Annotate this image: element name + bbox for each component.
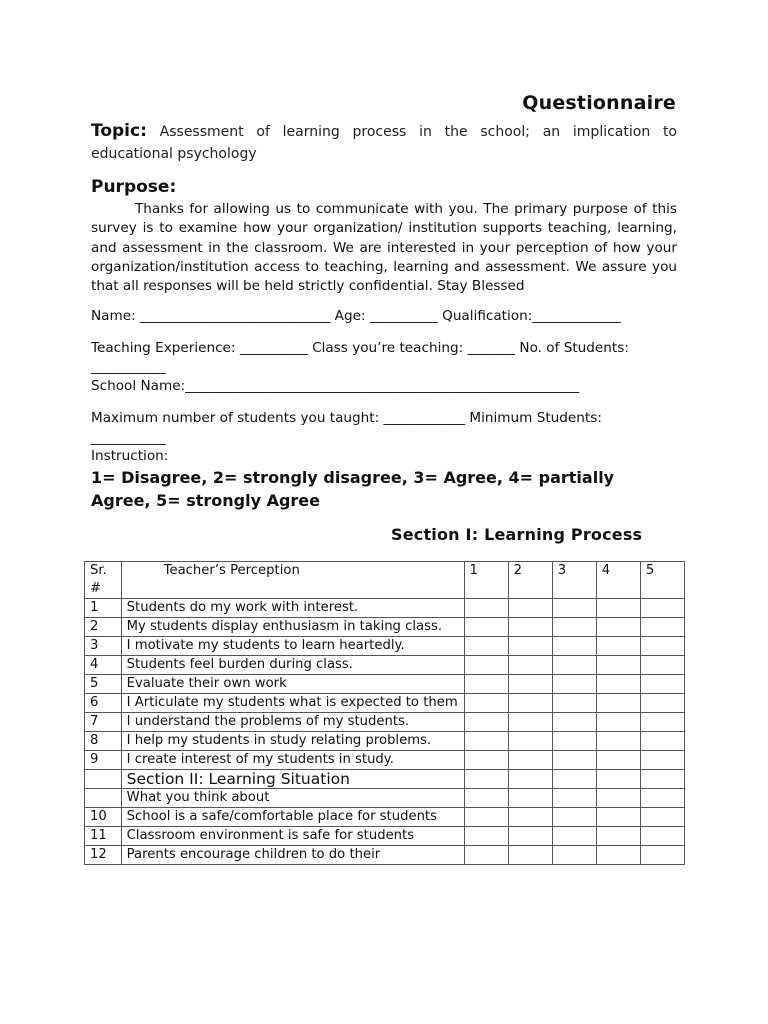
- rating-cell[interactable]: [508, 637, 552, 656]
- topic-text: Assessment of learning process in the school; an implication to educational psychology: [91, 124, 677, 162]
- section-2-subtitle: What you think about: [121, 789, 464, 808]
- rating-cell[interactable]: [508, 827, 552, 846]
- table-row: [85, 846, 685, 865]
- rating-cell[interactable]: [596, 675, 640, 694]
- rating-cell: [508, 789, 552, 808]
- statement-text: Parents encourage children to do their: [121, 846, 464, 865]
- rating-cell[interactable]: [508, 751, 552, 770]
- col-scale-5-header: 5: [640, 562, 684, 599]
- rating-cell[interactable]: [552, 827, 596, 846]
- rating-cell[interactable]: [552, 599, 596, 618]
- document-title: Questionnaire: [522, 92, 676, 114]
- statement-text: I motivate my students to learn heartedly.: [121, 637, 464, 656]
- rating-cell[interactable]: [508, 846, 552, 865]
- rating-cell[interactable]: [464, 637, 508, 656]
- rating-cell[interactable]: [464, 675, 508, 694]
- rating-cell[interactable]: [552, 846, 596, 865]
- rating-cell[interactable]: [640, 732, 684, 751]
- rating-cell[interactable]: [596, 656, 640, 675]
- rating-cell[interactable]: [552, 732, 596, 751]
- rating-cell[interactable]: [508, 618, 552, 637]
- rating-cell[interactable]: [596, 846, 640, 865]
- section-2-title: Section II: Learning Situation: [121, 770, 464, 789]
- row-number: 11: [85, 827, 122, 846]
- rating-cell[interactable]: [508, 694, 552, 713]
- rating-cell[interactable]: [596, 713, 640, 732]
- table-row: [85, 713, 685, 732]
- table-row: [85, 618, 685, 637]
- statement-text: School is a safe/comfortable place for students: [121, 808, 464, 827]
- statement-text: Students feel burden during class.: [121, 656, 464, 675]
- table-row: [85, 675, 685, 694]
- row-number: 10: [85, 808, 122, 827]
- section-2-title-row: [85, 770, 685, 789]
- experience-class-students-fields: Teaching Experience: __________ Class you’re teaching: _______ No. of Students:: [91, 340, 629, 356]
- statement-text: My students display enthusiasm in taking class.: [121, 618, 464, 637]
- rating-cell[interactable]: [596, 599, 640, 618]
- questionnaire-table: [84, 561, 685, 865]
- rating-cell[interactable]: [596, 827, 640, 846]
- rating-cell[interactable]: [464, 694, 508, 713]
- purpose-heading: Purpose:: [91, 177, 177, 197]
- section-2-blank-cell: [85, 770, 122, 789]
- table-row: [85, 694, 685, 713]
- rating-cell[interactable]: [552, 713, 596, 732]
- table-row: [85, 827, 685, 846]
- rating-cell[interactable]: [508, 732, 552, 751]
- table-row: [85, 732, 685, 751]
- statement-text: I Articulate my students what is expected to them: [121, 694, 464, 713]
- row-number: 2: [85, 618, 122, 637]
- col-scale-3-header: 3: [552, 562, 596, 599]
- rating-cell[interactable]: [596, 618, 640, 637]
- rating-cell[interactable]: [640, 751, 684, 770]
- section-2-subtitle-row: [85, 789, 685, 808]
- rating-cell[interactable]: [464, 618, 508, 637]
- rating-cell[interactable]: [596, 808, 640, 827]
- statement-text: Students do my work with interest.: [121, 599, 464, 618]
- purpose-paragraph: Thanks for allowing us to communicate with you. The primary purpose of this survey is to examine how your organization/ institution supports teaching, learning, and assessment in the classroom. We are interested in your perception of how your organization/institution access to teaching, learning and assessment. We assure you that all responses will be held strictly confidential. Stay Blessed: [91, 201, 677, 295]
- col-serial-header: Sr. #: [85, 562, 122, 599]
- topic-label: Topic:: [91, 121, 147, 141]
- rating-cell[interactable]: [640, 713, 684, 732]
- row-number: 1: [85, 599, 122, 618]
- row-number: 3: [85, 637, 122, 656]
- table-row: [85, 599, 685, 618]
- rating-cell[interactable]: [464, 599, 508, 618]
- rating-cell[interactable]: [596, 751, 640, 770]
- rating-cell[interactable]: [596, 637, 640, 656]
- statement-text: I understand the problems of my students.: [121, 713, 464, 732]
- rating-cell: [640, 770, 684, 789]
- rating-cell[interactable]: [464, 656, 508, 675]
- rating-cell: [464, 770, 508, 789]
- rating-cell[interactable]: [552, 656, 596, 675]
- table-row: [85, 656, 685, 675]
- rating-cell[interactable]: [552, 694, 596, 713]
- rating-cell: [464, 789, 508, 808]
- row-number: 6: [85, 694, 122, 713]
- rating-cell: [640, 789, 684, 808]
- rating-cell[interactable]: [464, 751, 508, 770]
- rating-cell[interactable]: [640, 808, 684, 827]
- col-scale-2-header: 2: [508, 562, 552, 599]
- table-header-row: [85, 562, 685, 599]
- rating-cell: [596, 770, 640, 789]
- rating-cell[interactable]: [596, 732, 640, 751]
- rating-cell[interactable]: [508, 713, 552, 732]
- topic-paragraph: [91, 120, 677, 165]
- instruction-label: Instruction:: [91, 448, 169, 464]
- rating-cell[interactable]: [464, 713, 508, 732]
- rating-cell: [552, 789, 596, 808]
- row-number: 12: [85, 846, 122, 865]
- rating-cell[interactable]: [464, 827, 508, 846]
- rating-scale-legend: 1= Disagree, 2= strongly disagree, 3= Agree, 4= partially Agree, 5= strongly Agree: [91, 468, 615, 510]
- statement-text: Classroom environment is safe for students: [121, 827, 464, 846]
- rating-cell[interactable]: [464, 846, 508, 865]
- statement-text: Evaluate their own work: [121, 675, 464, 694]
- rating-cell[interactable]: [508, 656, 552, 675]
- students-count-blank: ___________: [91, 359, 166, 375]
- rating-cell[interactable]: [640, 694, 684, 713]
- max-min-students-fields: Maximum number of students you taught: ____________ Minimum Students:: [91, 410, 602, 426]
- row-number: 5: [85, 675, 122, 694]
- rating-cell[interactable]: [552, 618, 596, 637]
- col-scale-4-header: 4: [596, 562, 640, 599]
- rating-cell: [596, 789, 640, 808]
- section-2-sub-blank-cell: [85, 789, 122, 808]
- row-number: 8: [85, 732, 122, 751]
- table-row: [85, 751, 685, 770]
- row-number: 4: [85, 656, 122, 675]
- table-row: [85, 637, 685, 656]
- table-row: [85, 808, 685, 827]
- rating-cell[interactable]: [464, 808, 508, 827]
- rating-cell[interactable]: [596, 694, 640, 713]
- rating-cell[interactable]: [640, 599, 684, 618]
- rating-cell: [508, 770, 552, 789]
- section-1-title: Section I: Learning Process: [391, 525, 643, 544]
- school-name-field: School Name:__________________________________________________________: [91, 378, 580, 394]
- rating-cell[interactable]: [464, 732, 508, 751]
- rating-cell[interactable]: [552, 637, 596, 656]
- rating-cell[interactable]: [640, 675, 684, 694]
- rating-cell[interactable]: [640, 656, 684, 675]
- min-students-blank: ___________: [91, 430, 166, 446]
- row-number: 7: [85, 713, 122, 732]
- rating-cell[interactable]: [552, 675, 596, 694]
- col-scale-1-header: 1: [464, 562, 508, 599]
- rating-cell[interactable]: [640, 827, 684, 846]
- statement-text: I create interest of my students in study.: [121, 751, 464, 770]
- rating-cell[interactable]: [552, 808, 596, 827]
- rating-cell[interactable]: [508, 675, 552, 694]
- row-number: 9: [85, 751, 122, 770]
- rating-cell[interactable]: [640, 846, 684, 865]
- name-age-qualification-fields: Name: ____________________________ Age: __________ Qualification:_____________: [91, 308, 621, 324]
- rating-cell[interactable]: [508, 808, 552, 827]
- rating-cell[interactable]: [552, 751, 596, 770]
- statement-text: I help my students in study relating problems.: [121, 732, 464, 751]
- rating-cell[interactable]: [508, 599, 552, 618]
- rating-cell[interactable]: [640, 637, 684, 656]
- rating-cell: [552, 770, 596, 789]
- rating-cell[interactable]: [640, 618, 684, 637]
- col-perception-header: Teacher’s Perception: [121, 562, 464, 599]
